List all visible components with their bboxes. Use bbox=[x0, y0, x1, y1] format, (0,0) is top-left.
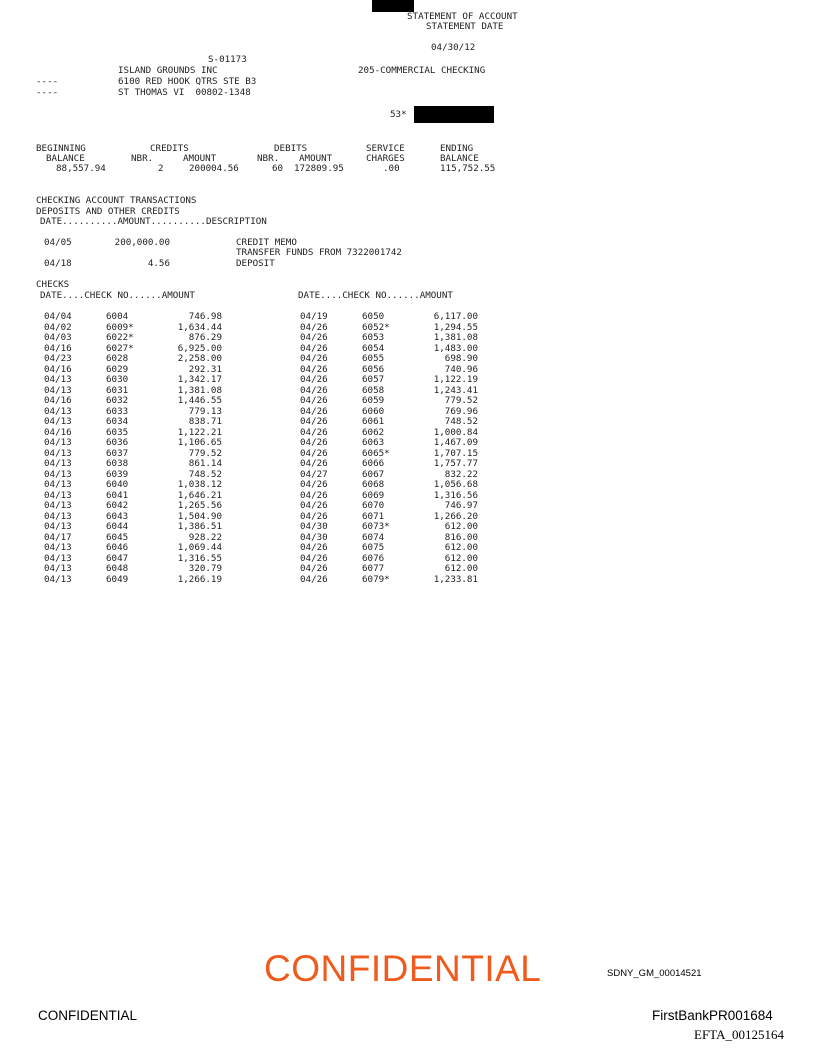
summary-balance-label: BALANCE bbox=[46, 153, 85, 164]
address-dash-2: ---- bbox=[36, 87, 59, 98]
check-number: 6042 bbox=[106, 500, 129, 511]
check-number: 6059 bbox=[362, 395, 385, 406]
summary-credits-amount-label: AMOUNT bbox=[183, 153, 217, 164]
check-date: 04/26 bbox=[300, 332, 328, 343]
footer-bates-number: FirstBankPR001684 bbox=[652, 1008, 773, 1023]
check-number: 6028 bbox=[106, 353, 129, 364]
check-amount: 612.00 bbox=[444, 521, 478, 532]
check-amount: 1,483.00 bbox=[433, 342, 478, 354]
check-amount: 1,707.15 bbox=[433, 447, 478, 459]
statement-date: 04/30/12 bbox=[431, 42, 476, 53]
check-number: 6076 bbox=[362, 552, 385, 564]
check-amount: 698.90 bbox=[444, 353, 478, 364]
check-date: 04/30 bbox=[300, 531, 328, 543]
check-number: 6033 bbox=[106, 405, 129, 417]
check-date: 04/13 bbox=[44, 384, 72, 396]
statement-date-label: STATEMENT DATE bbox=[426, 21, 504, 32]
check-amount: 1,294.55 bbox=[433, 321, 478, 333]
summary-beginning-label: BEGINNING bbox=[36, 143, 86, 154]
deposit-row-description-2: TRANSFER FUNDS FROM 7322001742 bbox=[236, 247, 402, 258]
check-number: 6062 bbox=[362, 426, 385, 438]
check-row bbox=[300, 522, 478, 533]
deposits-column-header: DATE..........AMOUNT..........DESCRIPTION bbox=[40, 216, 267, 227]
check-amount: 1,381.08 bbox=[433, 332, 478, 343]
summary-service-label: SERVICE bbox=[366, 143, 405, 154]
check-number: 6030 bbox=[106, 374, 129, 385]
summary-credits-nbr-label: NBR. bbox=[131, 153, 154, 164]
account-type: 205-COMMERCIAL CHECKING bbox=[358, 65, 486, 76]
check-amount: 1,265.56 bbox=[177, 500, 222, 511]
check-amount: 1,467.09 bbox=[433, 437, 478, 448]
check-date: 04/26 bbox=[300, 363, 328, 375]
check-number: 6032 bbox=[106, 395, 129, 406]
statement-of-account-label: STATEMENT OF ACCOUNT bbox=[407, 11, 518, 22]
check-amount: 2,258.00 bbox=[177, 353, 222, 364]
check-amount: 1,233.81 bbox=[433, 573, 478, 585]
check-number: 6054 bbox=[362, 342, 385, 354]
summary-debits-amount-label: AMOUNT bbox=[299, 153, 333, 164]
check-date: 04/26 bbox=[300, 479, 328, 490]
check-number: 6060 bbox=[362, 405, 385, 417]
check-amount: 1,266.19 bbox=[177, 573, 222, 585]
summary-credits-amount: 200004.56 bbox=[189, 163, 239, 174]
deposit-row-amount: 4.56 bbox=[147, 258, 170, 269]
check-amount: 779.52 bbox=[188, 447, 222, 459]
check-number: 6058 bbox=[362, 384, 385, 396]
deposit-row-description: CREDIT MEMO bbox=[236, 237, 297, 248]
check-date: 04/26 bbox=[300, 342, 328, 354]
check-date: 04/13 bbox=[44, 416, 72, 427]
check-number: 6055 bbox=[362, 353, 385, 364]
check-date: 04/02 bbox=[44, 321, 72, 333]
check-amount: 612.00 bbox=[444, 542, 478, 553]
check-date: 04/03 bbox=[44, 332, 72, 343]
check-number: 6041 bbox=[106, 489, 129, 501]
check-date: 04/13 bbox=[44, 489, 72, 501]
summary-debits-amount: 172809.95 bbox=[294, 163, 344, 174]
check-date: 04/13 bbox=[44, 458, 72, 469]
check-amount: 320.79 bbox=[188, 563, 222, 574]
check-amount: 1,069.44 bbox=[177, 542, 222, 553]
check-amount: 612.00 bbox=[444, 563, 478, 574]
check-amount: 779.52 bbox=[444, 395, 478, 406]
summary-service-charges: .00 bbox=[383, 163, 400, 174]
check-date: 04/26 bbox=[300, 395, 328, 406]
check-number: 6057 bbox=[362, 374, 385, 385]
check-amount: 1,634.44 bbox=[177, 321, 222, 333]
check-date: 04/26 bbox=[300, 510, 328, 522]
check-row bbox=[44, 312, 222, 323]
check-amount: 746.98 bbox=[188, 311, 222, 322]
footer-confidential: CONFIDENTIAL bbox=[38, 1008, 138, 1023]
check-date: 04/13 bbox=[44, 374, 72, 385]
check-number: 6022* bbox=[106, 332, 134, 343]
check-row bbox=[44, 459, 222, 470]
check-date: 04/13 bbox=[44, 405, 72, 417]
transactions-section-title: CHECKING ACCOUNT TRANSACTIONS bbox=[36, 195, 197, 206]
address-line-1: 6100 RED HOOK QTRS STE B3 bbox=[118, 76, 257, 87]
check-date: 04/13 bbox=[44, 563, 72, 574]
check-row bbox=[300, 564, 478, 575]
check-amount: 1,266.20 bbox=[433, 510, 478, 522]
check-number: 6048 bbox=[106, 563, 129, 574]
check-amount: 876.29 bbox=[188, 332, 222, 343]
confidential-stamp: CONFIDENTIAL bbox=[264, 948, 542, 989]
check-amount: 1,646.21 bbox=[177, 489, 222, 501]
check-number: 6068 bbox=[362, 479, 385, 490]
check-amount: 1,122.19 bbox=[433, 374, 478, 385]
check-date: 04/26 bbox=[300, 416, 328, 427]
summary-debits-nbr: 60 bbox=[272, 163, 284, 174]
check-row bbox=[300, 354, 478, 365]
checks-table-left bbox=[44, 312, 222, 585]
check-number: 6038 bbox=[106, 458, 129, 469]
check-date: 04/26 bbox=[300, 321, 328, 333]
check-number: 6046 bbox=[106, 542, 129, 553]
check-number: 6063 bbox=[362, 437, 385, 448]
check-number: 6067 bbox=[362, 468, 385, 480]
redaction-box-account bbox=[414, 106, 494, 123]
check-date: 04/26 bbox=[300, 405, 328, 417]
checks-table-right bbox=[300, 312, 478, 585]
summary-debits-label: DEBITS bbox=[274, 143, 308, 154]
summary-ending-balance-label: BALANCE bbox=[440, 153, 479, 164]
check-row bbox=[44, 417, 222, 428]
check-amount: 1,342.17 bbox=[177, 374, 222, 385]
check-date: 04/19 bbox=[300, 311, 328, 322]
checks-header-right: DATE....CHECK NO......AMOUNT bbox=[298, 290, 453, 301]
check-number: 6034 bbox=[106, 416, 129, 427]
check-amount: 748.52 bbox=[444, 416, 478, 427]
check-number: 6079* bbox=[362, 573, 390, 585]
check-date: 04/13 bbox=[44, 573, 72, 585]
check-date: 04/27 bbox=[300, 468, 328, 480]
deposit-row-date: 04/05 bbox=[44, 237, 72, 248]
check-amount: 1,757.77 bbox=[433, 458, 478, 469]
check-number: 6031 bbox=[106, 384, 129, 396]
check-date: 04/13 bbox=[44, 437, 72, 448]
check-number: 6069 bbox=[362, 489, 385, 501]
check-number: 6044 bbox=[106, 521, 129, 532]
check-amount: 1,316.55 bbox=[177, 552, 222, 564]
check-number: 6074 bbox=[362, 531, 385, 543]
check-date: 04/26 bbox=[300, 447, 328, 459]
check-amount: 6,925.00 bbox=[177, 342, 222, 354]
check-date: 04/26 bbox=[300, 384, 328, 396]
check-number: 6056 bbox=[362, 363, 385, 375]
deposit-row-amount: 200,000.00 bbox=[114, 237, 170, 248]
check-number: 6036 bbox=[106, 437, 129, 448]
check-number: 6009* bbox=[106, 321, 134, 333]
check-amount: 1,316.56 bbox=[433, 489, 478, 501]
checks-title: CHECKS bbox=[36, 279, 70, 290]
address-dash-1: ---- bbox=[36, 76, 59, 87]
check-number: 6037 bbox=[106, 447, 129, 459]
check-amount: 6,117.00 bbox=[433, 311, 478, 322]
check-number: 6049 bbox=[106, 573, 129, 585]
check-row bbox=[300, 417, 478, 428]
check-date: 04/26 bbox=[300, 573, 328, 585]
summary-credits-label: CREDITS bbox=[150, 143, 189, 154]
check-amount: 612.00 bbox=[444, 552, 478, 564]
check-row bbox=[44, 438, 222, 449]
check-number: 6045 bbox=[106, 531, 129, 543]
check-amount: 769.96 bbox=[444, 405, 478, 417]
check-date: 04/26 bbox=[300, 374, 328, 385]
check-row bbox=[300, 312, 478, 323]
check-row bbox=[44, 354, 222, 365]
check-amount: 779.13 bbox=[188, 405, 222, 417]
deposits-subtitle: DEPOSITS AND OTHER CREDITS bbox=[36, 206, 180, 217]
check-date: 04/13 bbox=[44, 521, 72, 532]
check-amount: 1,038.12 bbox=[177, 479, 222, 490]
check-row bbox=[44, 522, 222, 533]
check-amount: 838.71 bbox=[188, 416, 222, 427]
check-amount: 1,000.84 bbox=[433, 426, 478, 438]
check-row bbox=[300, 333, 478, 344]
check-date: 04/04 bbox=[44, 311, 72, 322]
check-date: 04/26 bbox=[300, 458, 328, 469]
check-row bbox=[44, 575, 222, 586]
check-date: 04/17 bbox=[44, 531, 72, 543]
check-row bbox=[44, 501, 222, 512]
summary-charges-label: CHARGES bbox=[366, 153, 405, 164]
check-date: 04/13 bbox=[44, 500, 72, 511]
check-number: 6053 bbox=[362, 332, 385, 343]
summary-ending-balance: 115,752.55 bbox=[440, 163, 496, 174]
check-number: 6040 bbox=[106, 479, 129, 490]
check-amount: 748.52 bbox=[188, 468, 222, 480]
check-date: 04/13 bbox=[44, 510, 72, 522]
page-marker: 53* bbox=[390, 109, 407, 120]
check-number: 6027* bbox=[106, 342, 134, 354]
check-amount: 1,122.21 bbox=[177, 426, 222, 438]
check-number: 6075 bbox=[362, 542, 385, 553]
summary-ending-label: ENDING bbox=[440, 143, 474, 154]
check-amount: 1,446.55 bbox=[177, 395, 222, 406]
address-line-2: ST THOMAS VI 00802-1348 bbox=[118, 87, 251, 98]
check-row bbox=[44, 543, 222, 554]
check-row bbox=[44, 375, 222, 386]
checks-header-left: DATE....CHECK NO......AMOUNT bbox=[40, 290, 195, 301]
check-date: 04/26 bbox=[300, 563, 328, 574]
check-date: 04/13 bbox=[44, 542, 72, 553]
check-date: 04/16 bbox=[44, 363, 72, 375]
check-amount: 1,243.41 bbox=[433, 384, 478, 396]
check-amount: 1,056.68 bbox=[433, 479, 478, 490]
check-date: 04/26 bbox=[300, 500, 328, 511]
check-date: 04/13 bbox=[44, 552, 72, 564]
check-date: 04/13 bbox=[44, 468, 72, 480]
check-date: 04/26 bbox=[300, 552, 328, 564]
check-row bbox=[300, 501, 478, 512]
check-amount: 746.97 bbox=[444, 500, 478, 511]
customer-name: ISLAND GROUNDS INC bbox=[118, 65, 218, 76]
check-row bbox=[300, 575, 478, 586]
check-amount: 1,381.08 bbox=[177, 384, 222, 396]
check-number: 6071 bbox=[362, 510, 385, 522]
deposit-row-date: 04/18 bbox=[44, 258, 72, 269]
sdny-bates-number: SDNY_GM_00014521 bbox=[607, 968, 702, 979]
deposit-row-description: DEPOSIT bbox=[236, 258, 275, 269]
check-number: 6050 bbox=[362, 311, 385, 322]
check-date: 04/26 bbox=[300, 489, 328, 501]
check-number: 6039 bbox=[106, 468, 129, 480]
summary-beginning-balance: 88,557.94 bbox=[56, 163, 106, 174]
check-date: 04/13 bbox=[44, 447, 72, 459]
check-number: 6077 bbox=[362, 563, 385, 574]
check-row bbox=[44, 396, 222, 407]
check-amount: 1,504.90 bbox=[177, 510, 222, 522]
check-amount: 928.22 bbox=[188, 531, 222, 543]
check-amount: 740.96 bbox=[444, 363, 478, 375]
check-date: 04/23 bbox=[44, 353, 72, 364]
check-number: 6043 bbox=[106, 510, 129, 522]
check-date: 04/26 bbox=[300, 542, 328, 553]
check-number: 6070 bbox=[362, 500, 385, 511]
check-date: 04/16 bbox=[44, 395, 72, 406]
check-number: 6061 bbox=[362, 416, 385, 427]
check-number: 6065* bbox=[362, 447, 390, 459]
check-row bbox=[44, 564, 222, 575]
check-number: 6052* bbox=[362, 321, 390, 333]
account-code: S-01173 bbox=[208, 54, 247, 65]
check-amount: 1,106.65 bbox=[177, 437, 222, 448]
check-amount: 832.22 bbox=[444, 468, 478, 480]
check-row bbox=[300, 543, 478, 554]
check-date: 04/26 bbox=[300, 437, 328, 448]
check-date: 04/16 bbox=[44, 342, 72, 354]
check-date: 04/30 bbox=[300, 521, 328, 532]
check-row bbox=[44, 480, 222, 491]
efta-number: EFTA_00125164 bbox=[694, 1027, 784, 1042]
check-row bbox=[300, 375, 478, 386]
check-number: 6004 bbox=[106, 311, 129, 322]
check-number: 6066 bbox=[362, 458, 385, 469]
check-row bbox=[300, 438, 478, 449]
check-row bbox=[300, 396, 478, 407]
check-row bbox=[44, 333, 222, 344]
check-date: 04/13 bbox=[44, 479, 72, 490]
summary-credits-nbr: 2 bbox=[158, 163, 164, 174]
check-amount: 292.31 bbox=[188, 363, 222, 375]
check-amount: 1,386.51 bbox=[177, 521, 222, 532]
check-row bbox=[300, 459, 478, 470]
check-date: 04/26 bbox=[300, 426, 328, 438]
check-number: 6047 bbox=[106, 552, 129, 564]
check-row bbox=[300, 480, 478, 491]
check-number: 6073* bbox=[362, 521, 390, 532]
check-amount: 861.14 bbox=[188, 458, 222, 469]
check-date: 04/16 bbox=[44, 426, 72, 438]
check-date: 04/26 bbox=[300, 353, 328, 364]
check-number: 6029 bbox=[106, 363, 129, 375]
summary-debits-nbr-label: NBR. bbox=[257, 153, 280, 164]
check-amount: 816.00 bbox=[444, 531, 478, 543]
check-number: 6035 bbox=[106, 426, 129, 438]
